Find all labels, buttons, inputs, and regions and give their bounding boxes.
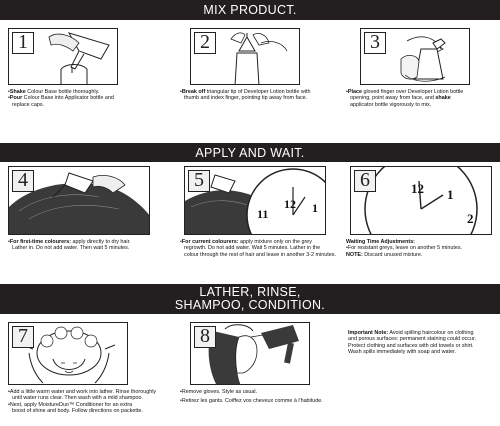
clock-number-12: 12 <box>284 197 296 211</box>
section-title-lather-1: LATHER, RINSE, <box>199 285 301 299</box>
step-2-caption: • Break off triangular tip of Developer Lotion bottle with thumb and index finger, pointing tip away from face. <box>180 89 340 102</box>
step-4-panel <box>8 166 150 235</box>
step-number: 8 <box>194 326 216 348</box>
step-5-panel <box>184 166 326 235</box>
section-title-lather-2: SHAMPOO, CONDITION. <box>174 298 326 312</box>
step-number: 1 <box>12 32 34 54</box>
step-1-panel <box>8 28 118 85</box>
step-7-panel <box>8 322 128 385</box>
section-title-mix: MIX PRODUCT. <box>203 3 297 17</box>
step-number: 5 <box>188 170 210 192</box>
step-3-caption: • Place gloved finger over Developer Lotion bottle opening, point away from face, and shake applicator bottle vigorously to mix. <box>346 89 500 108</box>
step-1-caption: • Shake Colour Base bottle thoroughly. • Pour Colour Base into Applicator bottle and replace caps. <box>8 89 148 108</box>
step-4-caption: • For first-time colourers: apply directly to dry hair. Lather in. Do not add water. Then wait 5 minutes. <box>8 239 178 252</box>
clock-number-1: 1 <box>312 201 318 215</box>
step-8-panel <box>190 322 310 385</box>
step-6-caption: Waiting Time Adjustments: • For resistant greys, leave on another 5 minutes. NOTE: Discard unused mixture. <box>346 239 500 258</box>
step-2-panel <box>190 28 300 85</box>
section-band-lather <box>0 284 500 316</box>
step-5-caption: • For current colourers: apply mixture only on the grey regrowth. Do not add water. Wait 5 minutes. Lather in the colour through the rest of hair and leave in another 3-2 minutes. <box>180 239 346 258</box>
step-number: 3 <box>364 32 386 54</box>
section-band-apply <box>0 143 500 164</box>
clock-number-12: 12 <box>411 181 424 196</box>
step-3-panel <box>360 28 470 85</box>
section-band-mix <box>0 0 500 22</box>
clock-number-1: 1 <box>447 187 454 202</box>
step-number: 4 <box>12 170 34 192</box>
clock-number-2: 2 <box>467 211 474 226</box>
step-7-caption: • Add a little warm water and work into lather. Rinse thoroughly until water runs clear. Then wash with a mild shampoo. • Next, apply MoistureDuo™ Conditioner for an extra boost of shine and body. Follow directions on packette. <box>8 389 178 415</box>
step-6-panel <box>350 166 492 235</box>
step-number: 2 <box>194 32 216 54</box>
important-note: Important Note: Avoid spilling haircolour on clothing and porous surfaces: permanent staining could occur. Protect clothing and surfaces with old towels or shirt. Wash spills immediately with soap and water. <box>348 330 476 356</box>
step-number: 7 <box>12 326 34 348</box>
section-title-apply: APPLY AND WAIT. <box>195 146 305 160</box>
step-8-caption: • Remove gloves. Style as usual. • Retirez les gants. Coiffez vos cheveux comme à l'habitude. <box>180 389 350 405</box>
clock-number-11: 11 <box>257 207 269 221</box>
step-number: 6 <box>354 170 376 192</box>
